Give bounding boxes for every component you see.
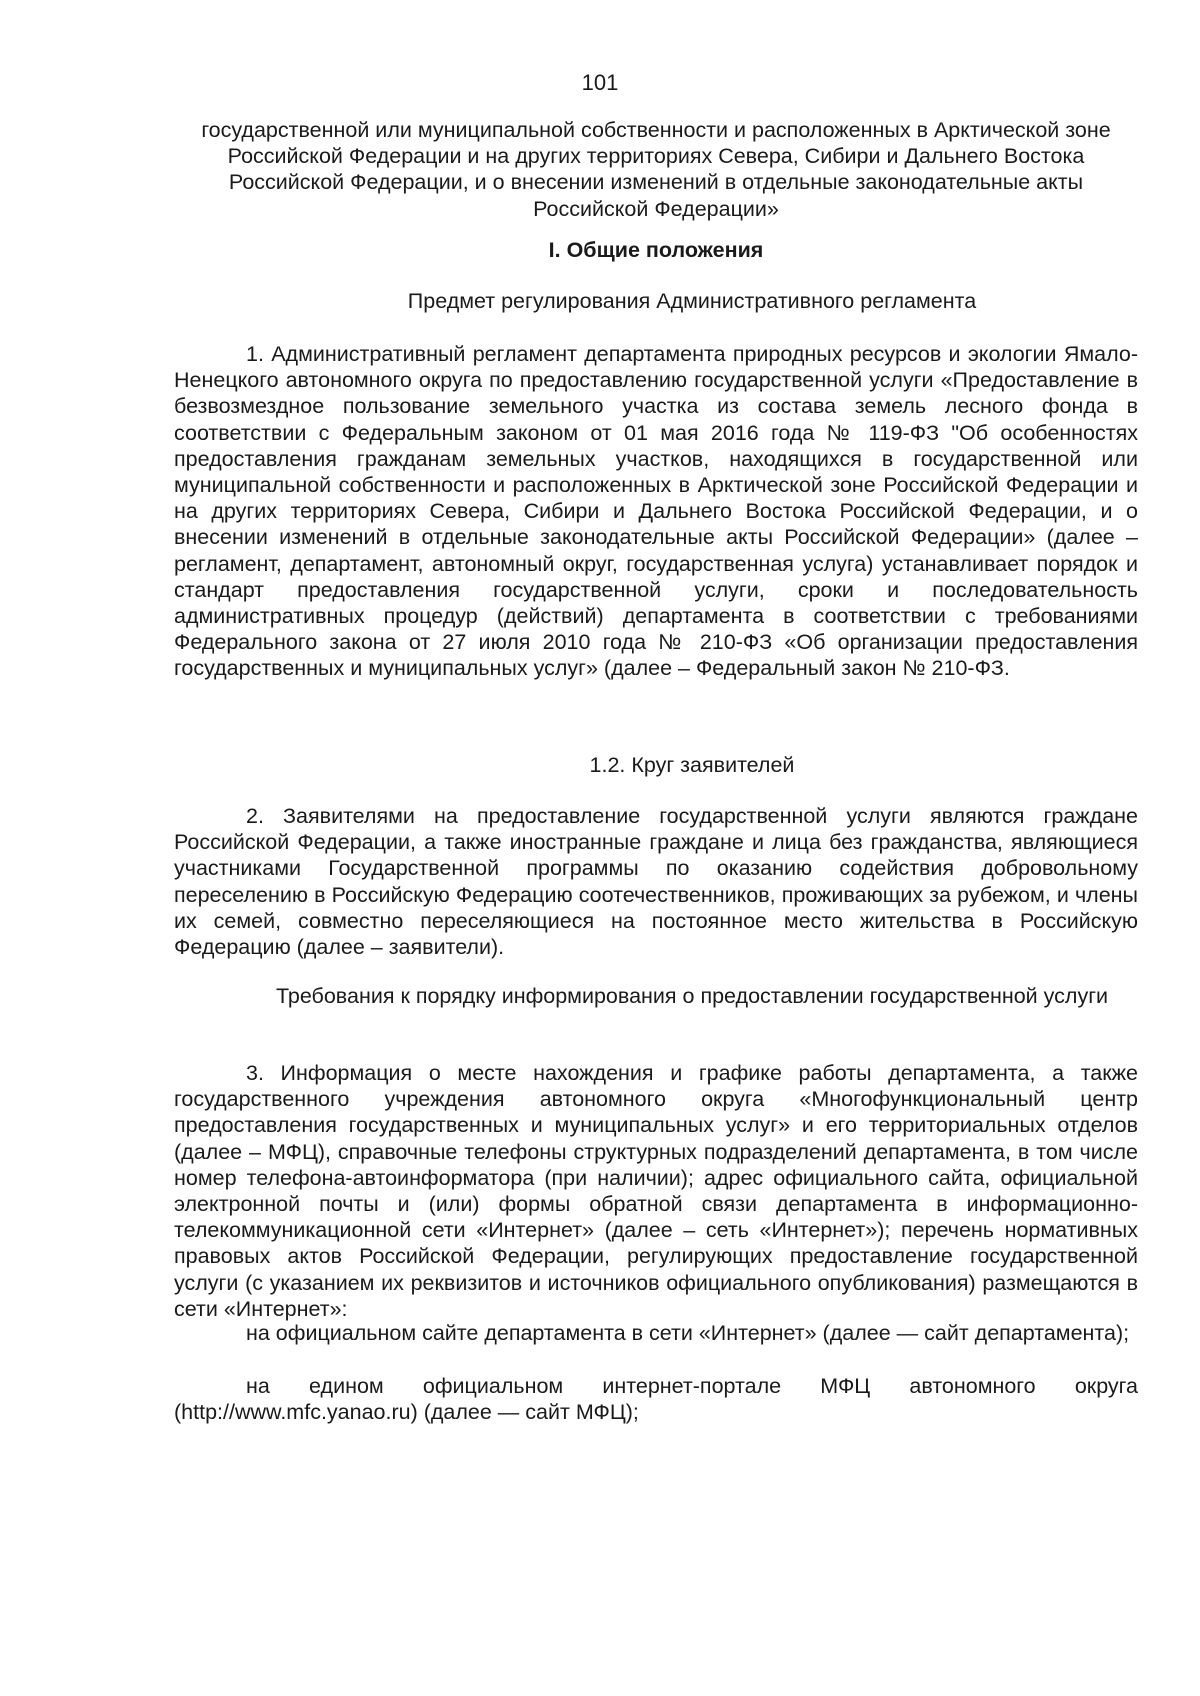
subheading-applicants: 1.2. Круг заявителей [589,753,795,777]
paragraph-2: 2. Заявителями на предоставление государственной услуги являются граждане Российской Федерации, а также иностранные граждане и лица без гражданства, являющиеся участниками Государственной программы по оказанию содействия добровольному переселению в Российскую Федерацию соотечественников, проживающих за рубежом, и члены их семей, совместно переселяющиеся на постоянное место жительства в Российскую Федерацию (далее – заявители). [174,804,1138,960]
paragraph-4: на официальном сайте департамента в сети «Интернет» (далее — сайт департамента); [246,1321,1130,1345]
title-continuation: государственной или муниципальной собственности и расположенных в Арктической зоне Российской Федерации и на других территориях Севера, Сибири и Дальнего Востока Российской Федерации, и о внесении изменений в отдельные законодательные акты Российской Федерации» [201,118,1111,221]
subheading-subject: Предмет регулирования Административного регламента [407,289,977,313]
paragraph-1: 1. Административный регламент департамента природных ресурсов и экологии Ямало-Ненецкого автономного округа по предоставлению государственной услуги «Предоставление в безвозмездное пользование земельного участка из состава земель лесного фонда в соответствии с Федеральным законом от 01 мая 2016 года № 119-ФЗ "Об особенностях предоставления гражданам земельных участков, находящихся в государственной или муниципальной собственности и расположенных в Арктической зоне Российской Федерации и на других территориях Севера, Сибири и Дальнего Востока Российской Федерации, и о внесении изменений в отдельные законодательные акты Российской Федерации» (далее – регламент, департамент, автономный округ, государственная услуга) устанавливает порядок и стандарт предоставления государственной услуги, сроки и последовательность административных процедур (действий) департамента в соответствии с требованиями Федерального закона от 27 июля 2010 года № 210-ФЗ «Об организации предоставления государственных и муниципальных услуг» (далее – Федеральный закон № 210-ФЗ. [174,342,1138,681]
paragraph-3: 3. Информация о месте нахождения и графике работы департамента, а также государственного учреждения автономного округа «Многофункциональный центр предоставления государственных и муниципальных услуг» и его территориальных отделов (далее – МФЦ), справочные телефоны структурных подразделений департамента, в том числе номер телефона-автоинформатора (при наличии); адрес официального сайта, официальной электронной почты и (или) формы обратной связи департамента в информационно-телекоммуникационной сети «Интернет» (далее – сеть «Интернет»); перечень нормативных правовых актов Российской Федерации, регулирующих предоставление государственной услуги (с указанием их реквизитов и источников официального опубликования) размещаются в сети «Интернет»: [174,1061,1138,1321]
paragraph-5: на едином официальном интернет-портале МФЦ автономного округа (http://www.mfc.yanao.ru) (далее — сайт МФЦ); [174,1374,1138,1425]
page-number: 101 [581,70,619,95]
section-heading: I. Общие положения [548,238,764,262]
subheading-informing: Требования к порядку информирования о предоставлении государственной услуги [275,984,1109,1008]
